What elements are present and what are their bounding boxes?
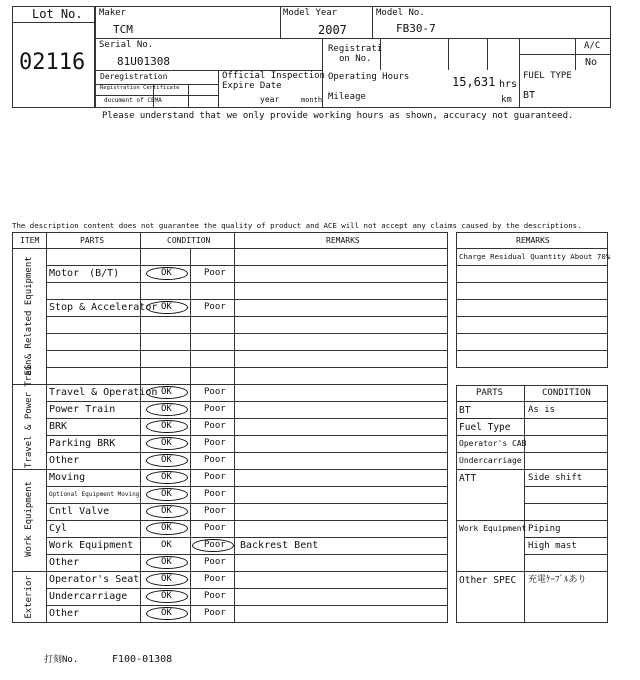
ok-label: OK xyxy=(161,591,172,601)
ok-label: OK xyxy=(161,438,172,448)
model-year-value: 2007 xyxy=(318,23,347,37)
part-label: Power Train xyxy=(49,404,116,415)
group-exterior: Exterior xyxy=(24,575,35,619)
lot-number: 02116 xyxy=(19,50,86,75)
ok-label: OK xyxy=(161,455,172,465)
poor-label: Poor xyxy=(204,489,226,499)
part-label: Other xyxy=(49,455,80,466)
inspection-label: Official Inspection xyxy=(222,71,325,81)
ok-label: OK xyxy=(161,268,172,278)
ac-value: No xyxy=(585,57,598,68)
disclaimer: The description content does not guarantee the quality of product and ACE will not accept any claims caused by the descriptions. xyxy=(12,221,582,230)
right-part-label: Fuel Type xyxy=(459,422,511,433)
part-label: Cyl xyxy=(49,523,68,534)
ok-circle xyxy=(146,454,188,467)
ok-label: OK xyxy=(161,489,172,499)
poor-label: Poor xyxy=(204,557,226,567)
part-label: Operator's Seat xyxy=(49,574,140,585)
hrs-label: hrs xyxy=(499,79,518,90)
poor-label: Poor xyxy=(204,540,226,550)
poor-label: Poor xyxy=(204,506,226,516)
group-travel-power: Travel & Power Train xyxy=(24,359,35,468)
part-label: Optional Equipment Moving xyxy=(49,491,140,498)
ok-label: OK xyxy=(161,574,172,584)
right-part-label: Undercarriage xyxy=(459,456,522,465)
col-parts: PARTS xyxy=(80,236,105,245)
hours-notice: Please understand that we only provide working hours as shown, accuracy not guaranteed. xyxy=(102,111,574,121)
part-label: Moving xyxy=(49,472,86,483)
ok-label: OK xyxy=(161,404,172,414)
maker-value: TCM xyxy=(113,23,133,36)
poor-label: Poor xyxy=(204,523,226,533)
model-year-label: Model Year xyxy=(283,8,338,18)
maker-label: Maker xyxy=(99,8,127,18)
right-part-label: Work Equipment xyxy=(459,524,527,533)
registration-certificate-label: Registration Certificate xyxy=(100,85,180,91)
ok-circle xyxy=(146,488,188,501)
ok-circle xyxy=(146,437,188,450)
ok-circle xyxy=(146,556,188,569)
right-col-parts: PARTS xyxy=(476,388,504,398)
month-label: month xyxy=(301,96,323,104)
col-remarks: REMARKS xyxy=(326,236,360,245)
ok-label: OK xyxy=(161,421,172,431)
part-label: Other xyxy=(49,608,80,619)
col-item: ITEM xyxy=(20,236,40,245)
operating-hours-value: 15,631 xyxy=(452,75,496,89)
poor-label: Poor xyxy=(204,387,226,397)
km-label: km xyxy=(501,95,512,105)
ok-circle xyxy=(146,522,188,535)
right-cond-label: Side shift xyxy=(528,473,583,483)
ok-circle xyxy=(146,403,188,416)
deregistration-label: Deregistration xyxy=(100,72,168,81)
right-part-label: BT xyxy=(459,405,471,416)
footer-label: 打刻No. xyxy=(44,655,79,665)
part-label: Stop & Accelerator xyxy=(49,302,158,313)
poor-label: Poor xyxy=(204,608,226,618)
part-label: Parking BRK xyxy=(49,438,116,449)
right-col-condition: CONDITION xyxy=(542,388,591,398)
poor-label: Poor xyxy=(204,302,226,312)
right-cond-label: High mast xyxy=(528,541,577,551)
fuel-type-value: BT xyxy=(523,90,536,101)
ok-label: OK xyxy=(161,523,172,533)
ok-label: OK xyxy=(161,302,172,312)
part-label: Other xyxy=(49,557,80,568)
ok-circle xyxy=(146,505,188,518)
ok-circle xyxy=(146,573,188,586)
part-label: Cntl Valve xyxy=(49,506,110,517)
part-label: Work Equipment xyxy=(49,540,134,551)
right-cond-label: Piping xyxy=(528,524,561,534)
fuel-type-label: FUEL TYPE xyxy=(523,71,572,81)
ok-circle xyxy=(146,301,188,314)
serial-label: Serial No. xyxy=(99,40,154,50)
operating-hours-label: Operating Hours xyxy=(328,72,410,82)
ok-label: OK xyxy=(161,557,172,567)
poor-label: Poor xyxy=(204,421,226,431)
right-cond-label: As is xyxy=(528,405,556,415)
remark-text: Backrest Bent xyxy=(240,540,319,551)
ok-label: OK xyxy=(161,608,172,618)
poor-label: Poor xyxy=(204,591,226,601)
ok-circle xyxy=(146,267,188,280)
ok-circle xyxy=(146,386,188,399)
lot-label: Lot No. xyxy=(32,7,83,21)
right-part-label: Other SPEC xyxy=(459,575,517,586)
group-work: Work Equipment xyxy=(24,481,35,557)
part-label: Undercarriage xyxy=(49,591,128,602)
group-eg: EG & Related Equipment xyxy=(24,256,35,376)
model-no-value: FB30-7 xyxy=(396,22,436,35)
ok-label: OK xyxy=(161,387,172,397)
right-remarks-line1: Charge Residual Quantity About 70% xyxy=(459,252,611,261)
right-part-label: ATT xyxy=(459,473,477,484)
right-part-label: Operator's CAB xyxy=(459,439,527,448)
footer-value: F100-01308 xyxy=(112,654,173,665)
ok-label: OK xyxy=(161,540,172,550)
poor-label: Poor xyxy=(204,438,226,448)
serial-value: 81U01308 xyxy=(117,55,170,68)
poor-label: Poor xyxy=(204,472,226,482)
ok-label: OK xyxy=(161,506,172,516)
ac-label: A/C xyxy=(584,41,601,51)
ok-circle xyxy=(146,590,188,603)
poor-label: Poor xyxy=(204,268,226,278)
registration-label: Registrati xyxy=(328,44,383,54)
cema-label: document of CEMA xyxy=(104,97,162,104)
ok-circle xyxy=(146,607,188,620)
right-cond-label: 充電ｹｰﾌﾞﾙあり xyxy=(528,575,587,585)
ok-circle xyxy=(146,420,188,433)
poor-label: Poor xyxy=(204,455,226,465)
part-label: BRK xyxy=(49,421,68,432)
poor-label: Poor xyxy=(204,574,226,584)
ok-circle xyxy=(146,471,188,484)
right-remarks-title: REMARKS xyxy=(516,236,550,245)
part-label: Travel & Operation xyxy=(49,387,158,398)
part-label: Motor (B/T) xyxy=(49,268,120,279)
ok-label: OK xyxy=(161,472,172,482)
mileage-label: Mileage xyxy=(328,92,366,102)
model-no-label: Model No. xyxy=(376,8,425,18)
poor-circle xyxy=(192,539,234,552)
poor-label: Poor xyxy=(204,404,226,414)
col-condition: CONDITION xyxy=(167,236,211,245)
year-label: year xyxy=(260,95,280,104)
